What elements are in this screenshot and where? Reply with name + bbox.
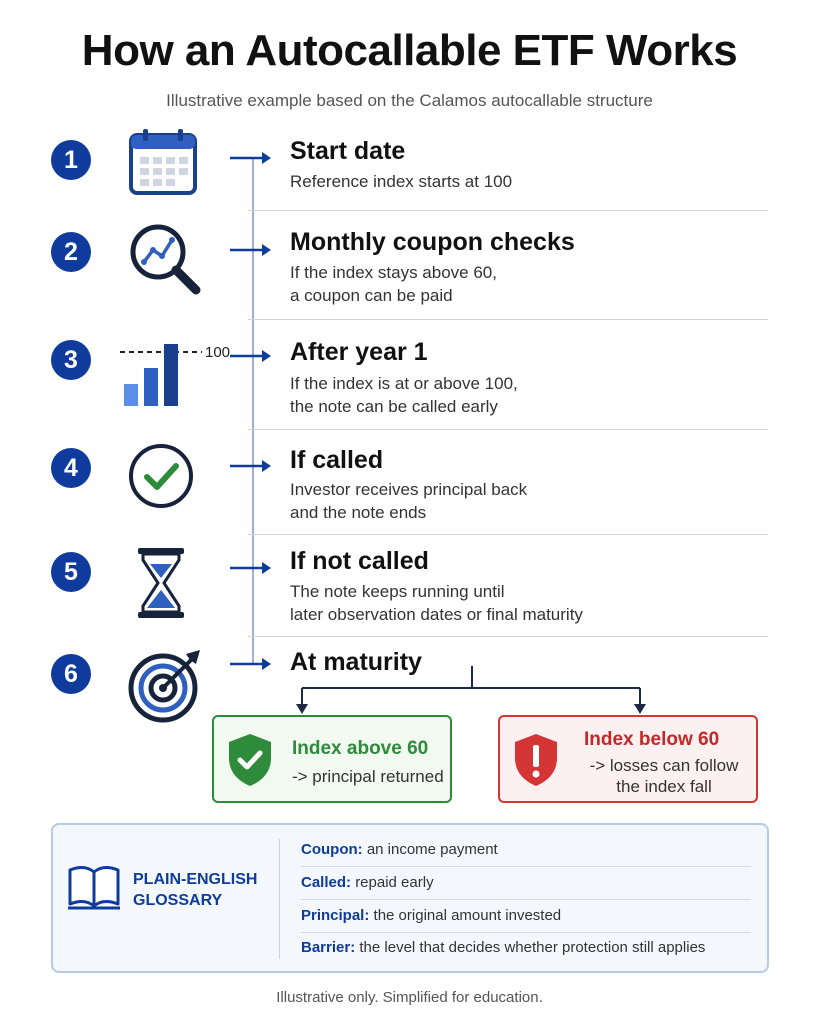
glossary-term: Principal: [301, 907, 370, 924]
glossary-entry [301, 867, 751, 900]
glossary-separator [279, 839, 280, 959]
step-divider [248, 534, 768, 535]
step-heading: Monthly coupon checks [290, 228, 575, 256]
step-divider [248, 319, 768, 320]
barrier-level-label: 100 [205, 344, 231, 361]
page-subtitle: Illustrative example based on the Calamos autocallable structure [166, 91, 653, 110]
footer-note: Illustrative only. Simplified for education. [276, 989, 543, 1006]
step-heading: If not called [290, 547, 429, 575]
step-number-badge: 6 [51, 654, 91, 694]
outcome-card-above-barrier [212, 715, 452, 803]
checkmark-circle-icon [118, 432, 208, 522]
glossary-entry [301, 932, 751, 964]
glossary-term: Coupon: [301, 841, 363, 858]
step-description: Reference index starts at 100 [290, 172, 513, 191]
book-icon [66, 860, 122, 912]
step-number-badge: 4 [51, 448, 91, 488]
step-heading: Start date [290, 137, 406, 165]
step-description: Investor receives principal back and the note ends [290, 480, 528, 522]
calendar-icon [118, 117, 208, 207]
glossary-definition: repaid early [355, 874, 434, 891]
arrow-right-icon [228, 348, 272, 364]
step-number-badge: 1 [51, 140, 91, 180]
shield-check-icon [226, 732, 274, 788]
page-title: How an Autocallable ETF Works [81, 26, 738, 75]
arrow-right-icon [228, 560, 272, 576]
arrow-right-icon [228, 656, 272, 672]
outcome-card-below-barrier [498, 715, 758, 803]
step-description: If the index stays above 60, a coupon can be paid [290, 263, 497, 305]
glossary-title: PLAIN-ENGLISH GLOSSARY [133, 871, 258, 909]
target-icon [118, 640, 208, 730]
timeline-spine [252, 158, 254, 663]
outcome-title: Index above 60 [292, 738, 429, 759]
step-number-badge: 3 [51, 340, 91, 380]
outcome-description: -> losses can follow the index fall [589, 756, 739, 796]
step-divider [248, 636, 768, 637]
glossary-term: Barrier: [301, 939, 356, 956]
shield-alert-icon [512, 732, 560, 788]
step-description: The note keeps running until later observation dates or final maturity [290, 582, 583, 624]
glossary-entry [301, 900, 751, 933]
arrow-right-icon [228, 242, 272, 258]
bar-chart-icon [118, 322, 238, 412]
glossary-panel [51, 823, 769, 973]
glossary-term: Called: [301, 874, 352, 891]
step-divider [248, 429, 768, 430]
step-heading: After year 1 [290, 338, 428, 366]
step-heading: At maturity [290, 648, 422, 676]
step-number-badge: 5 [51, 552, 91, 592]
arrow-right-icon [228, 150, 272, 166]
hourglass-icon [118, 540, 208, 630]
step-divider [248, 210, 768, 211]
glossary-definition: the level that decides whether protection still applies [359, 939, 706, 956]
arrow-right-icon [228, 458, 272, 474]
glossary-definition: an income payment [366, 841, 498, 858]
step-heading: If called [290, 446, 384, 474]
step-number-badge: 2 [51, 232, 91, 272]
glossary-definition: the original amount invested [373, 907, 562, 924]
glossary-entry [301, 834, 751, 867]
magnifier-chart-icon [118, 212, 208, 302]
step-description: If the index is at or above 100, the note can be called early [290, 374, 518, 416]
outcome-title: Index below 60 [584, 729, 720, 750]
outcome-description: -> principal returned [292, 767, 444, 786]
